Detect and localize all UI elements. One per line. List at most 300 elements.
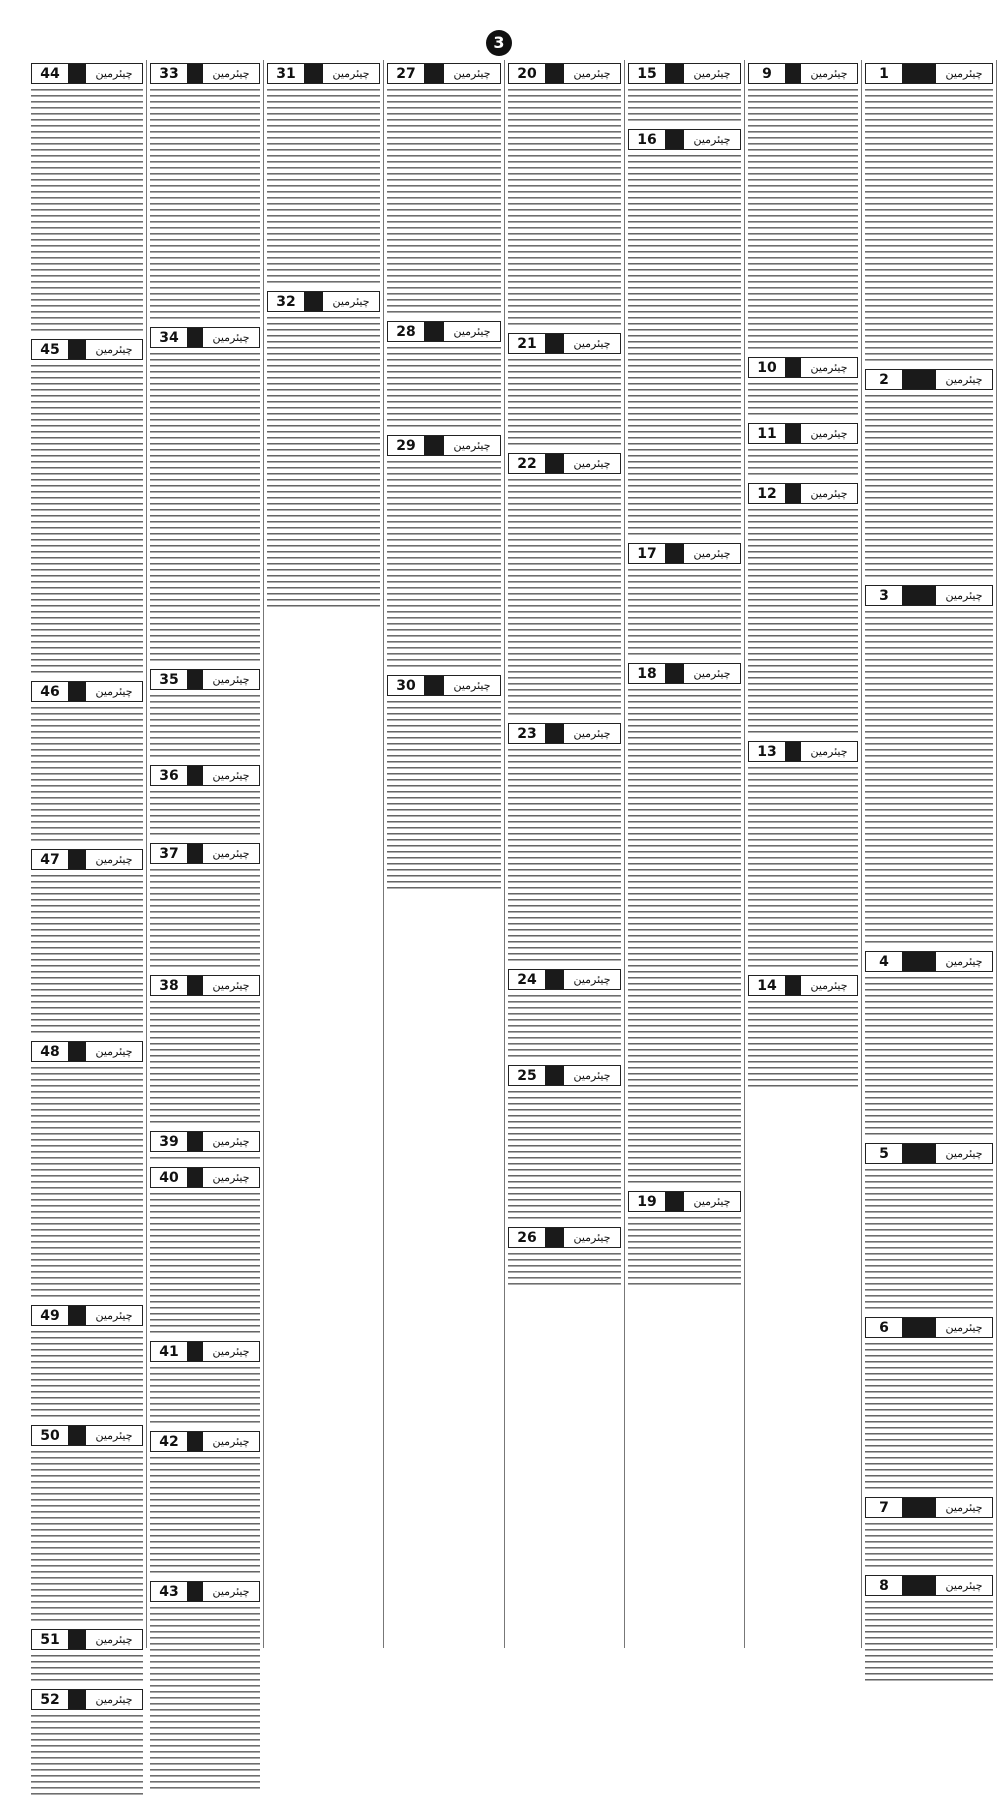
news-entry [31,1305,143,1419]
entry-body-text [387,345,501,429]
black-bar-decoration [545,724,564,743]
news-entry [150,765,260,837]
entry-body-text [748,447,858,477]
news-entry [748,741,858,969]
entry-header [31,849,143,870]
entry-number: 4 [879,953,889,970]
entry-header [508,63,621,84]
entry-number: 25 [517,1067,537,1084]
entry-number: 43 [159,1583,179,1600]
column-1 [862,60,997,1648]
entry-header [628,663,741,684]
entry-body-text [31,705,143,843]
news-entry [628,129,741,537]
entry-body-text [150,1455,260,1575]
black-bar-decoration [665,130,684,149]
entry-body-text [508,1089,621,1221]
entry-body-text [150,693,260,759]
entry-label: چیئرمین [810,67,848,80]
entry-body-text [628,567,741,657]
entry-number: 32 [276,293,296,310]
entry-number: 10 [757,359,777,376]
black-bar-decoration [187,328,203,347]
black-bar-decoration [68,1630,86,1649]
entry-header [748,975,858,996]
news-entry [150,1131,260,1161]
entry-body-text [628,687,741,1185]
column-8 [28,60,147,1708]
entry-label: چیئرمین [212,67,250,80]
entry-number: 17 [637,545,657,562]
news-entry [31,681,143,843]
black-bar-decoration [665,664,684,683]
entry-label: چیئرمین [693,1195,731,1208]
black-bar-decoration [902,370,936,389]
entry-body-text [150,87,260,321]
entry-body-text [865,1599,993,1683]
entry-number: 29 [396,437,416,454]
entry-number: 31 [276,65,296,82]
entry-label: چیئرمین [332,295,370,308]
entry-header [748,63,858,84]
entry-number: 33 [159,65,179,82]
entry-body-text [150,999,260,1125]
entry-header [267,291,380,312]
black-bar-decoration [785,742,801,761]
entry-body-text [628,87,741,123]
entry-body-text [865,393,993,579]
entry-label: چیئرمین [945,1579,983,1592]
entry-number: 14 [757,977,777,994]
entry-header [865,369,993,390]
entry-header [31,1689,143,1710]
black-bar-decoration [545,334,564,353]
news-entry [150,63,260,321]
entry-label: چیئرمین [212,673,250,686]
entry-body-text [865,975,993,1137]
column-7 [147,60,264,1648]
black-bar-decoration [187,1132,203,1151]
entry-body-text [508,1251,621,1287]
entry-body-text [387,87,501,315]
entry-body-text [628,1215,741,1287]
black-bar-decoration [304,292,323,311]
entry-number: 27 [396,65,416,82]
news-entry [865,951,993,1137]
entry-body-text [628,153,741,537]
entry-header [865,1497,993,1518]
entry-number: 12 [757,485,777,502]
news-entry [31,849,143,1035]
entry-label: چیئرمین [453,679,491,692]
entry-header [267,63,380,84]
entry-header [150,843,260,864]
entry-number: 24 [517,971,537,988]
black-bar-decoration [424,322,444,341]
entry-number: 45 [40,341,60,358]
entry-label: چیئرمین [945,1321,983,1334]
entry-body-text [508,747,621,963]
black-bar-decoration [785,976,801,995]
news-entry [508,723,621,963]
black-bar-decoration [902,1498,936,1517]
news-entry [31,63,143,333]
black-bar-decoration [902,952,936,971]
entry-label: چیئرمین [810,361,848,374]
entry-number: 13 [757,743,777,760]
news-entry [150,1167,260,1335]
black-bar-decoration [665,1192,684,1211]
entry-label: چیئرمین [945,1147,983,1160]
black-bar-decoration [424,676,444,695]
entry-body-text [267,315,380,609]
entry-number: 36 [159,767,179,784]
black-bar-decoration [68,850,86,869]
news-entry [387,675,501,891]
entry-body-text [865,87,993,363]
news-entry [508,969,621,1059]
page-number-badge: 3 [486,30,512,56]
entry-body-text [31,873,143,1035]
entry-label: چیئرمین [693,667,731,680]
entry-label: چیئرمین [95,67,133,80]
black-bar-decoration [902,1144,936,1163]
entry-number: 18 [637,665,657,682]
entry-header [748,423,858,444]
entry-label: چیئرمین [95,853,133,866]
entry-label: چیئرمین [332,67,370,80]
entry-number: 41 [159,1343,179,1360]
entry-body-text [748,381,858,417]
entry-number: 40 [159,1169,179,1186]
entry-body-text [748,507,858,735]
entry-body-text [508,993,621,1059]
black-bar-decoration [187,1432,203,1451]
news-entry [150,1341,260,1425]
entry-number: 2 [879,371,889,388]
entry-number: 16 [637,131,657,148]
entry-label: چیئرمین [573,1069,611,1082]
black-bar-decoration [545,454,564,473]
black-bar-decoration [545,1228,564,1247]
entry-label: چیئرمین [453,325,491,338]
entry-label: چیئرمین [212,847,250,860]
entry-number: 42 [159,1433,179,1450]
entry-label: چیئرمین [810,487,848,500]
entry-header [508,969,621,990]
entry-number: 9 [762,65,772,82]
news-entry [508,1227,621,1287]
news-entry [150,843,260,969]
news-entry [865,585,993,945]
entry-number: 38 [159,977,179,994]
entry-body-text [748,87,858,351]
entry-body-text [31,1713,143,1797]
entry-number: 44 [40,65,60,82]
entry-body-text [150,789,260,837]
entry-label: چیئرمین [212,331,250,344]
entry-body-text [150,867,260,969]
black-bar-decoration [665,64,684,83]
entry-label: چیئرمین [95,1045,133,1058]
black-bar-decoration [424,64,444,83]
entry-header [865,585,993,606]
news-entry [150,327,260,663]
entry-number: 6 [879,1319,889,1336]
entry-body-text [31,87,143,333]
black-bar-decoration [545,1066,564,1085]
column-3 [625,60,745,1648]
entry-body-text [31,363,143,675]
entry-header [748,741,858,762]
entry-number: 11 [757,425,777,442]
entry-header [865,63,993,84]
black-bar-decoration [187,1342,203,1361]
entry-number: 47 [40,851,60,868]
news-entry [31,1629,143,1683]
black-bar-decoration [68,1690,86,1709]
entry-header [628,1191,741,1212]
entry-body-text [387,699,501,891]
entry-body-text [865,1167,993,1311]
entry-number: 20 [517,65,537,82]
entry-header [508,723,621,744]
entry-label: چیئرمین [573,727,611,740]
entry-header [150,1131,260,1152]
entry-header [31,339,143,360]
entry-number: 48 [40,1043,60,1060]
entry-label: چیئرمین [95,1309,133,1322]
entry-number: 39 [159,1133,179,1150]
entry-header [387,435,501,456]
entry-body-text [31,1329,143,1419]
black-bar-decoration [902,1318,936,1337]
entry-header [31,681,143,702]
entry-label: چیئرمین [453,439,491,452]
column-4 [505,60,625,1648]
news-entry [508,333,621,447]
entry-body-text [508,357,621,447]
black-bar-decoration [902,64,936,83]
entry-number: 49 [40,1307,60,1324]
entry-header [150,669,260,690]
entry-label: چیئرمین [212,769,250,782]
news-entry [865,1317,993,1491]
black-bar-decoration [545,970,564,989]
black-bar-decoration [68,340,86,359]
entry-body-text [31,1065,143,1299]
entry-header [31,1041,143,1062]
news-entry [150,1431,260,1575]
entry-body-text [387,459,501,669]
entry-header [150,1581,260,1602]
entry-header [150,975,260,996]
news-entry [865,1497,993,1569]
news-entry [150,975,260,1125]
black-bar-decoration [545,64,564,83]
news-entry [748,483,858,735]
entry-label: چیئرمین [573,337,611,350]
entry-header [31,1425,143,1446]
entry-header [31,1305,143,1326]
entry-body-text [150,1191,260,1335]
news-entry [628,63,741,123]
black-bar-decoration [187,670,203,689]
entry-body-text [150,1155,260,1161]
black-bar-decoration [785,358,801,377]
entry-number: 26 [517,1229,537,1246]
entry-number: 5 [879,1145,889,1162]
entry-body-text [31,1449,143,1623]
entry-header [865,1143,993,1164]
entry-number: 21 [517,335,537,352]
entry-number: 15 [637,65,657,82]
entry-header [508,453,621,474]
entry-label: چیئرمین [573,67,611,80]
entry-body-text [150,1605,260,1791]
entry-label: چیئرمین [945,589,983,602]
entry-number: 46 [40,683,60,700]
entry-header [387,675,501,696]
black-bar-decoration [785,424,801,443]
black-bar-decoration [187,1582,203,1601]
entry-body-text [865,1521,993,1569]
entry-number: 22 [517,455,537,472]
entry-label: چیئرمین [212,1135,250,1148]
entry-header [150,1431,260,1452]
entry-label: چیئرمین [212,979,250,992]
black-bar-decoration [902,586,936,605]
entry-label: چیئرمین [95,343,133,356]
entry-body-text [267,87,380,285]
entry-label: چیئرمین [212,1435,250,1448]
entry-body-text [748,765,858,969]
entry-header [150,327,260,348]
entry-header [150,765,260,786]
entry-header [748,357,858,378]
news-entry [31,1041,143,1299]
black-bar-decoration [187,844,203,863]
entry-header [508,1227,621,1248]
entry-body-text [508,87,621,327]
news-entry [387,321,501,429]
news-entry [865,63,993,363]
column-2 [745,60,862,1648]
news-entry [628,663,741,1185]
entry-body-text [865,1341,993,1491]
news-entry [31,339,143,675]
entry-label: چیئرمین [212,1345,250,1358]
entry-label: چیئرمین [573,973,611,986]
entry-body-text [31,1653,143,1683]
black-bar-decoration [785,64,801,83]
entry-number: 7 [879,1499,889,1516]
entry-number: 1 [879,65,889,82]
entry-header [387,63,501,84]
entry-label: چیئرمین [95,1693,133,1706]
entry-label: چیئرمین [212,1171,250,1184]
entry-body-text [150,351,260,663]
entry-label: چیئرمین [573,457,611,470]
black-bar-decoration [785,484,801,503]
entry-label: چیئرمین [693,547,731,560]
black-bar-decoration [68,1042,86,1061]
black-bar-decoration [187,766,203,785]
black-bar-decoration [68,1426,86,1445]
entry-number: 35 [159,671,179,688]
news-entry [628,543,741,657]
entry-label: چیئرمین [945,373,983,386]
news-entry [31,1689,143,1797]
entry-label: چیئرمین [810,427,848,440]
entry-label: چیئرمین [945,1501,983,1514]
news-entry [748,357,858,417]
entry-header [31,1629,143,1650]
news-entry [628,1191,741,1287]
news-entry [267,291,380,609]
entry-number: 28 [396,323,416,340]
column-6 [264,60,384,1648]
entry-body-text [508,477,621,717]
entry-label: چیئرمین [95,1633,133,1646]
entry-body-text [748,999,858,1089]
entry-number: 37 [159,845,179,862]
news-entry [150,1581,260,1791]
entry-body-text [865,609,993,945]
entry-body-text [150,1365,260,1425]
entry-label: چیئرمین [945,67,983,80]
entry-number: 8 [879,1577,889,1594]
entry-label: چیئرمین [95,685,133,698]
entry-number: 50 [40,1427,60,1444]
black-bar-decoration [304,64,323,83]
news-entry [865,369,993,579]
news-entry [31,1425,143,1623]
entry-header [150,1167,260,1188]
news-entry [508,1065,621,1221]
entry-header [150,1341,260,1362]
entry-label: چیئرمین [573,1231,611,1244]
entry-header [150,63,260,84]
column-5 [384,60,505,1648]
entry-number: 52 [40,1691,60,1708]
news-entry [748,423,858,477]
black-bar-decoration [68,1306,86,1325]
entry-label: چیئرمین [810,979,848,992]
entry-number: 3 [879,587,889,604]
black-bar-decoration [424,436,444,455]
black-bar-decoration [187,64,203,83]
entry-header [865,951,993,972]
black-bar-decoration [68,682,86,701]
news-entry [748,63,858,351]
entry-label: چیئرمین [95,1429,133,1442]
news-entry [865,1575,993,1683]
entry-label: چیئرمین [693,67,731,80]
black-bar-decoration [902,1576,936,1595]
news-entry [508,453,621,717]
news-entry [267,63,380,285]
entry-header [628,63,741,84]
news-entry [387,63,501,315]
black-bar-decoration [187,976,203,995]
entry-label: چیئرمین [212,1585,250,1598]
entry-number: 51 [40,1631,60,1648]
entry-label: چیئرمین [945,955,983,968]
black-bar-decoration [68,64,86,83]
entry-header [387,321,501,342]
entry-header [865,1575,993,1596]
